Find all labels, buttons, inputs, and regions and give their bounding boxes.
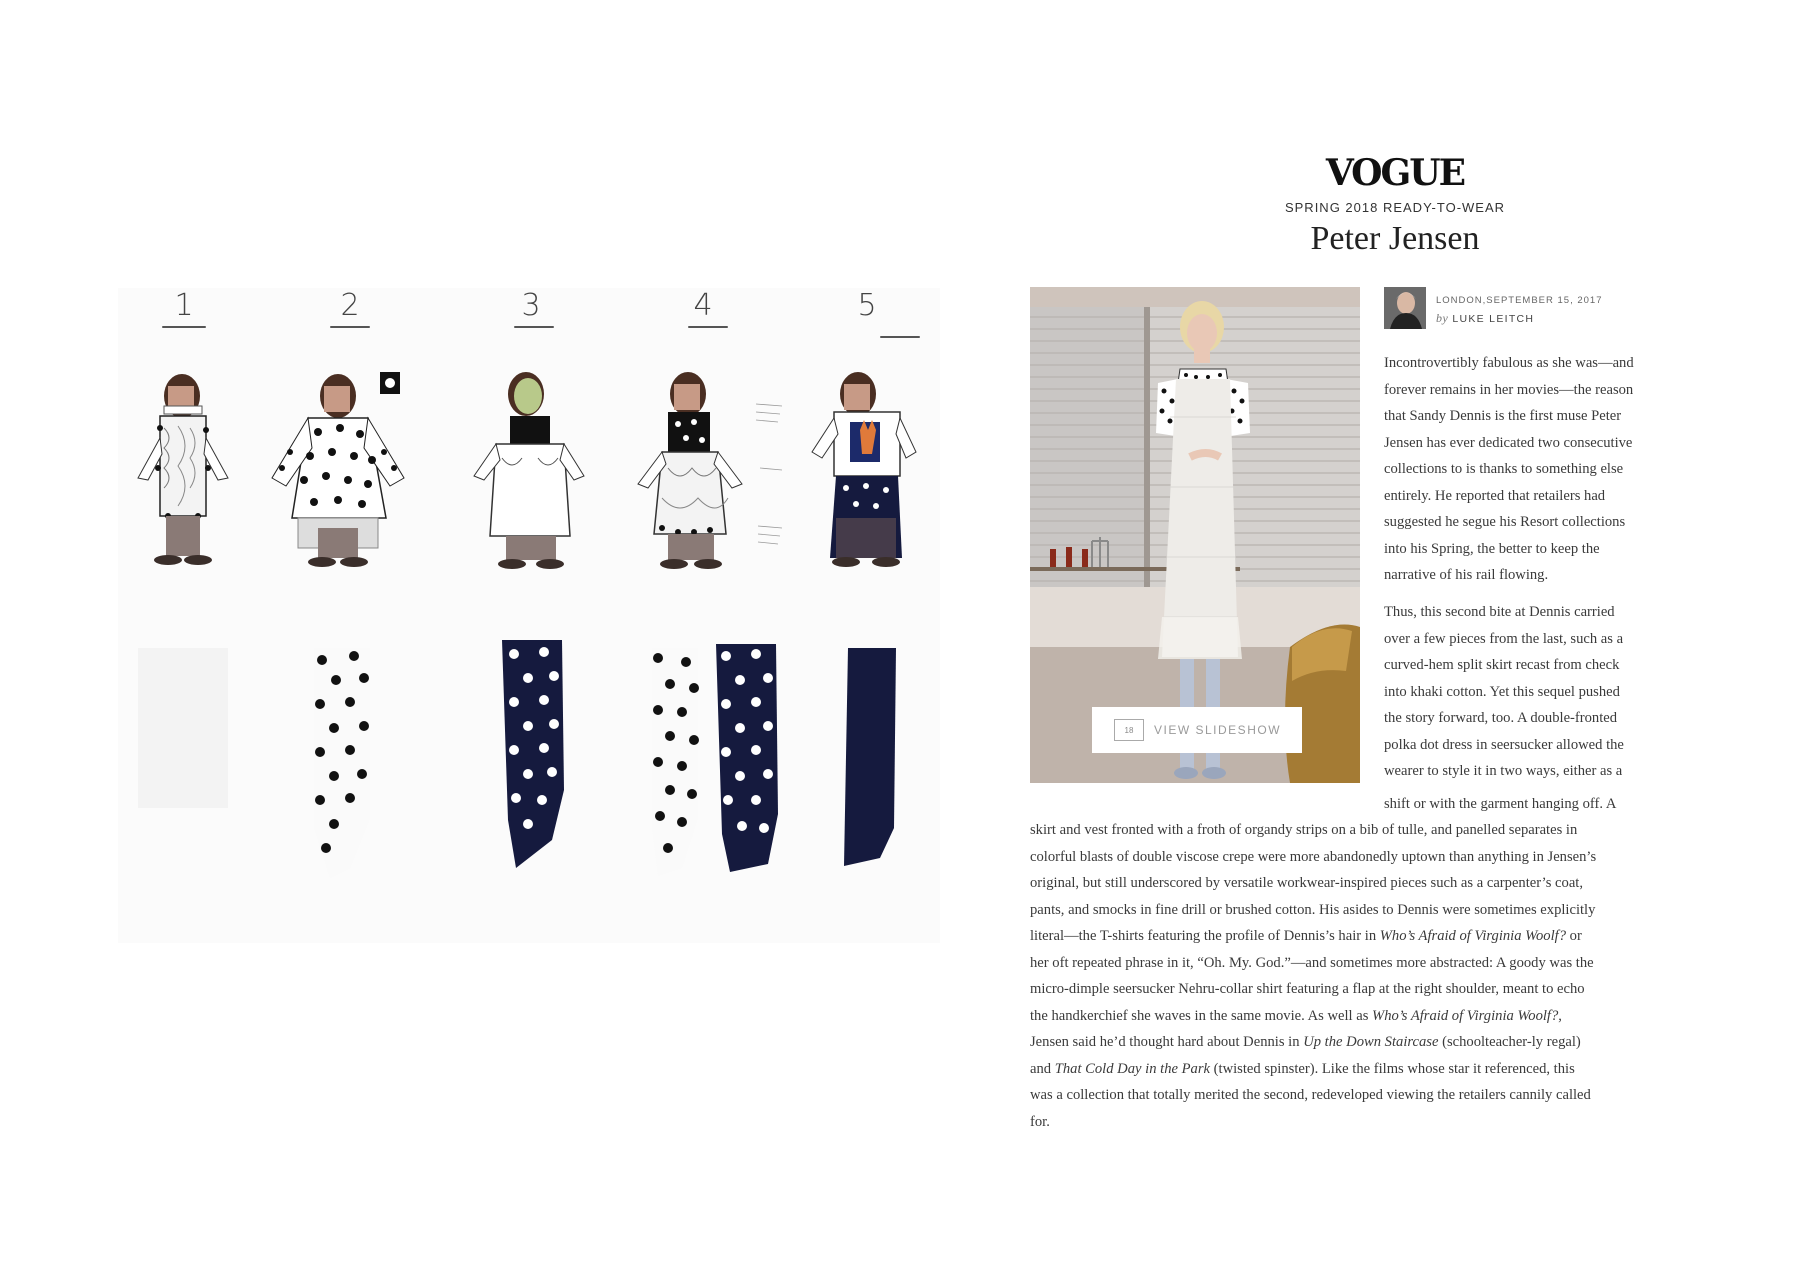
film-title: Who’s Afraid of Virginia Woolf? — [1372, 1007, 1559, 1024]
text-run: and — [1030, 1060, 1055, 1077]
look-panel-2 — [250, 288, 451, 943]
text-line: micro-dimple seersucker Nehru-collar shirt featuring a flap at the right shoulder, meant to echo — [1030, 981, 1585, 997]
text-line — [1030, 1029, 1680, 1056]
text-line: her oft repeated phrase in it, “Oh. My. God.”—and sometimes more abstracted: A goody was the — [1030, 954, 1594, 971]
text-line: the story forward, too. A double-fronted — [1384, 710, 1618, 726]
text-line: collections to is thanks to something else — [1384, 461, 1624, 477]
text-run: , — [1558, 1007, 1562, 1024]
text-line: narrative of his rail flowing. — [1384, 567, 1549, 583]
look-panel-5 — [794, 288, 940, 943]
text-line: curved-hem split skirt recast from check — [1384, 657, 1620, 673]
view-slideshow-button[interactable] — [1092, 707, 1302, 753]
fabric-swatch-white — [138, 648, 228, 808]
sketch-collage — [118, 288, 940, 943]
text-line: pants, and smocks in fine drill or brushed cotton. His asides to Dennis were sometimes explicitly — [1030, 901, 1596, 918]
look-panel-1 — [118, 288, 251, 943]
look-number: 3 — [521, 288, 541, 323]
look-sketch — [466, 368, 596, 598]
look-sketch — [632, 368, 792, 598]
text-line: suggested he segue his Resort collections — [1384, 514, 1626, 530]
text-run: Jensen said he’d thought hard about Dennis in — [1030, 1034, 1304, 1050]
look-sketch — [128, 368, 248, 598]
look-number: 5 — [857, 288, 877, 323]
text-line: was a collection that totally merited the second, redeveloped viewing the retailers cannily called — [1030, 1087, 1591, 1103]
look-number-underline — [880, 336, 920, 338]
by-label: by — [1436, 311, 1449, 325]
look-number-underline — [514, 326, 554, 328]
look-number: 1 — [174, 288, 194, 323]
look-sketch — [268, 368, 438, 598]
paragraph-2 — [1384, 599, 1684, 817]
film-title: That Cold Day in the Park — [1054, 1060, 1210, 1077]
hero-photo[interactable] — [1030, 287, 1360, 783]
author-line — [1436, 311, 1534, 326]
author-name[interactable]: LUKE LEITCH — [1452, 313, 1535, 325]
text-line: colorful blasts of double viscose crepe were more abandonedly uptown than anything in Jensen’s — [1030, 848, 1597, 865]
text-line: skirt and vest fronted with a froth of organdy strips on a bib of tulle, and panelled separates in — [1030, 822, 1578, 838]
text-line: Jensen has ever dedicated two consecutive — [1384, 434, 1633, 451]
paragraph-2-continued — [1030, 817, 1680, 1135]
text-line: polka dot dress in seersucker allowed the — [1384, 736, 1624, 753]
fabric-swatch-navy — [840, 648, 900, 868]
dateline: LONDON,SEPTEMBER 15, 2017 — [1436, 295, 1603, 306]
text-line: entirely. He reported that retailers had — [1384, 487, 1606, 504]
look-number: 2 — [340, 288, 360, 323]
designer-title: Peter Jensen — [1310, 220, 1480, 257]
view-slideshow-label: VIEW SLIDESHOW — [1154, 723, 1282, 737]
text-run: literal—the T-shirts featuring the profile of Dennis’s hair in — [1030, 928, 1380, 944]
slideshow-icon: 18 — [1114, 719, 1144, 741]
text-run: (twisted spinster). Like the films whose star it referenced, this — [1210, 1060, 1575, 1077]
text-line: into khaki cotton. Yet this sequel pushed — [1384, 683, 1620, 700]
look-panel-3 — [450, 288, 613, 943]
fabric-swatch-white-polka — [310, 648, 380, 878]
text-line: forever remains in her movies—the reason — [1384, 381, 1634, 398]
film-title: Who’s Afraid of Virginia Woolf? — [1379, 928, 1566, 944]
text-line: into his Spring, the better to keep the — [1384, 540, 1600, 557]
text-run: or — [1566, 928, 1582, 944]
look-number-underline — [162, 326, 206, 328]
text-line — [1030, 1056, 1680, 1083]
text-line: Thus, this second bite at Dennis carried — [1384, 604, 1615, 620]
text-line: Incontrovertibly fabulous as she was—and — [1384, 355, 1634, 371]
film-title: Up the Down Staircase — [1303, 1034, 1439, 1050]
text-line: for. — [1030, 1113, 1050, 1130]
fabric-swatch-navy-polka — [502, 640, 566, 870]
fabric-swatch-navy-polka — [716, 644, 780, 874]
text-line: shift or with the garment hanging off. A — [1384, 795, 1617, 812]
fabric-swatch-white-polka — [648, 648, 702, 878]
author-avatar[interactable] — [1384, 287, 1426, 329]
look-number: 4 — [693, 288, 713, 323]
text-line: that Sandy Dennis is the first muse Peter — [1384, 408, 1622, 424]
text-run: the handkerchief she waves in the same movie. As well as — [1030, 1007, 1373, 1024]
paragraph-1 — [1384, 350, 1684, 589]
look-sketch — [806, 368, 936, 598]
article — [1010, 140, 1710, 1140]
look-number-underline — [688, 326, 728, 328]
text-line: over a few pieces from the last, such as a — [1384, 630, 1624, 647]
vogue-logo[interactable]: VOGUE — [1325, 152, 1465, 194]
text-line — [1030, 1003, 1680, 1030]
text-line — [1030, 923, 1680, 950]
text-line: wearer to style it in two ways, either as a — [1384, 763, 1623, 779]
look-panel-4 — [612, 288, 795, 943]
collection-season[interactable]: SPRING 2018 READY-TO-WEAR — [1284, 200, 1506, 215]
look-number-underline — [330, 326, 370, 328]
text-run: (schoolteacher-ly regal) — [1438, 1034, 1581, 1050]
text-line: original, but still underscored by versatile workwear-inspired pieces such as a carpenter’s coat, — [1030, 875, 1583, 891]
